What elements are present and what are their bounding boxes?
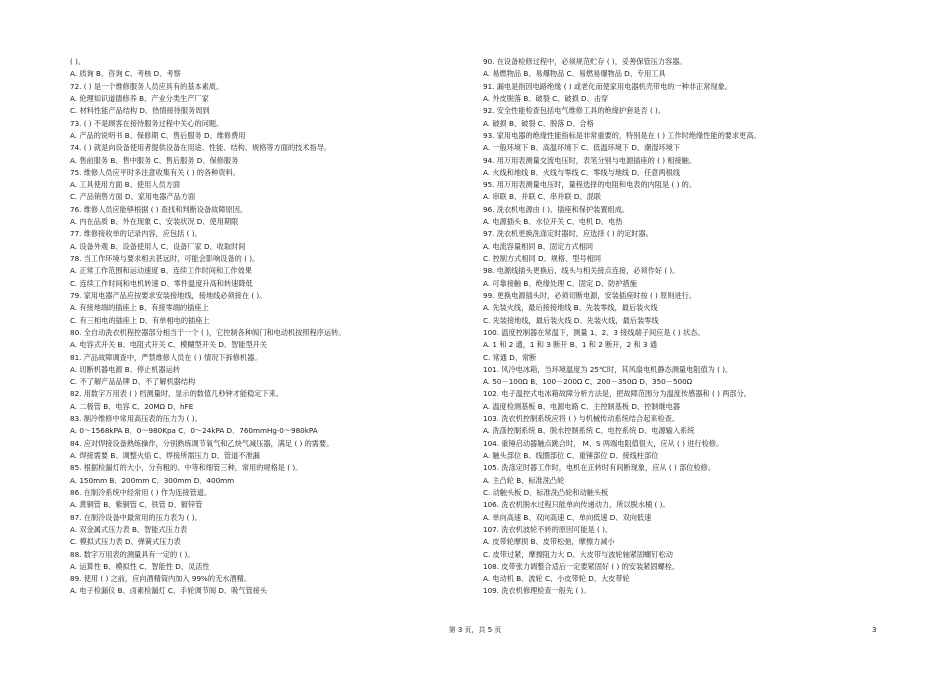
question-line: 83. 制冷维修中常用高压表的压力为 ( )。 (70, 414, 202, 424)
question-line: A. 焊接需要 B、调整火焰 C、焊接所需压力 D、管道不泄漏 (70, 451, 260, 460)
left-column (70, 56, 470, 598)
question-line: A. 可靠接触 B、绝缘处理 C、固定 D、防护措施 (483, 278, 637, 288)
question-line: 91. 漏电是指因电路绝缘 ( ) 或老化而使家用电器机壳带电的一种非正常现象。 (483, 81, 732, 91)
question-line: A. 易燃物品 B、易爆物品 C、易燃易爆物品 D、专用工具 (483, 69, 666, 79)
question-line: C. 常通 D、常断 (483, 352, 537, 362)
question-line: A. 温度检测基板 B、电源电路 C、主控制基板 D、控制继电器 (483, 401, 681, 411)
question-line: A. 内在品质 B、外在现象 C、安装状况 D、使用期限 (70, 217, 239, 227)
question-line: A. 1 和 2 通，1 和 3 断开 B、1 和 2 断开，2 和 3 通 (483, 340, 658, 350)
question-line: A. 伦理知识道德修养 B、产业分类生产厂家 (70, 93, 209, 103)
question-line: C. 动触头板 D、标准洗凸轮和动触头板 (483, 487, 609, 497)
question-line: A. 双金属式压力表 B、智能式压力表 (70, 524, 188, 534)
question-line: A. 一般环境下 B、高温环境下 C、低温环境下 D、潮湿环境下 (483, 143, 681, 153)
question-line: A. 串联 B、并联 C、串并联 D、混联 (483, 192, 601, 202)
question-line: 81. 产品故障调查中，严禁维修人员在 ( ) 情况下拆修机器。 (70, 352, 262, 362)
question-line: A. 先装火线，最后接接地线 B、先装零线，最后装火线 (483, 303, 658, 313)
question-line: 84. 应对焊接设备熟练操作，分别熟练调节氧气和乙炔气减压器，满足 ( ) 的需要。 (70, 438, 334, 448)
question-line: 97. 洗衣机更换洗涤定时器时，应选择 ( ) 的定时器。 (483, 229, 653, 239)
question-line: 103. 洗衣机控制系统应将 ( ) 与机械传动系统结合起来检查。 (483, 414, 680, 424)
page-info: 第 3 页，共 5 页 (448, 626, 502, 634)
question-line: 102. 电子温控式电冰箱故障分析方法是，把故障范围分为温度传感器和 ( ) 两部分。 (483, 389, 751, 399)
question-line: A. 设备外观 B、设备使用人 C、设备厂家 D、收取时间 (70, 241, 246, 251)
question-line: 77. 维修接收单的记录内容，应包括 ( )。 (70, 229, 202, 239)
question-line: C. 连续工作时间和电机转速 D、零件温度升高和转速降低 (70, 278, 253, 288)
question-line: 107. 洗衣机波轮不转的原因可能是 ( )。 (483, 524, 613, 534)
question-line: 88. 数字万用表的测量具有一定的 ( )。 (70, 549, 195, 559)
question-line: A. 电源插头 B、水位开关 C、电机 D、电热 (483, 217, 623, 227)
question-line: 72. ( ) 是一个维修服务人员应具有的基本素质。 (70, 81, 224, 91)
question-line: A. 破损 B、破裂 C、脱落 D、合格 (483, 118, 594, 128)
question-line: 85. 根据检漏灯的大小，分有粗的、中等和细管三种，常用的规格是 ( )。 (70, 463, 303, 473)
question-line: A. 运算性 B、模拟性 C、智能性 D、灵活性 (70, 561, 210, 571)
question-line: A. 黄铜管 B、紫铜管 C、铁管 D、镀锌管 (70, 500, 203, 510)
question-line: A. 有接地端的插座上 B、有接零端的插座上 (70, 303, 209, 313)
question-line: 90. 在设备检修过程中，必须规范贮存 ( )，妥善保管压力容器。 (483, 57, 687, 66)
question-line: C. 模拟式压力表 D、弹簧式压力表 (70, 537, 181, 547)
question-line: 73. ( ) 不是顾客在接待服务过程中关心的问题。 (70, 118, 224, 128)
question-line: 100. 温度控制器在常温下，测量 1、2、3 接线端子间应是 ( ) 状态。 (483, 327, 705, 337)
question-line: 89. 使用 ( ) 之前，应向酒精筒内加入 99%的无水酒精。 (70, 574, 252, 584)
question-line: A. 触头部位 B、线圈部位 C、重锤部位 D、接线柱部位 (483, 451, 659, 460)
question-line: 86. 在制冷系统中经常用 ( ) 作为连接管道。 (70, 487, 212, 497)
question-line: C. 先装接地线，最后装火线 D、先装火线，最后装零线 (483, 315, 659, 325)
question-line: A. 正常工作范围和运动速度 B、连续工作时间和工作效果 (70, 266, 252, 276)
question-line: A. 单向高速 B、双向高速 C、单向低速 D、双向低速 (483, 512, 652, 522)
question-line: A. 50－100Ω B、100－200Ω C、200－350Ω D、350－500Ω (483, 377, 693, 387)
question-line: C. 皮带过紧，摩擦阻力大 D、大皮带与波轮轴紧固螺钉松动 (483, 549, 673, 559)
question-line: A. 外皮脱落 B、破裂 C、破损 D、击穿 (483, 93, 609, 103)
question-line: A. 切断机器电源 B、停止机器运转 (70, 364, 181, 374)
question-line: 82. 用数字万用表 ( ) 档测量时，显示的数值几秒钟才能稳定下来。 (70, 389, 284, 399)
question-line: A. 售前服务 B、售中服务 C、售后服务 D、保修服务 (70, 155, 239, 165)
question-line: A. 二极管 B、电容 C、20MΩ D、hFE (70, 401, 194, 411)
question-line: 80. 全自动洗衣机程控器部分相当于一个 ( )，它控制各种阀门和电动机按照程序运转。 (70, 327, 346, 337)
question-line: 74. ( ) 就是向设备使用者提供设备在用途、性能、结构、规格等方面的技术指导。 (70, 143, 332, 153)
question-line: A. 洗涤控制系统 B、脱水控制系统 C、电控系统 D、电源输入系统 (483, 426, 695, 436)
question-line: 109. 洗衣机修理检查一般先 ( )。 (483, 586, 591, 596)
question-line: 106. 洗衣机脱水过程只能单向传递动力，所以脱水桶 ( )。 (483, 500, 670, 510)
question-line: A. 质询 B、咨询 C、考核 D、考察 (70, 69, 181, 79)
question-line: A. 电流容量相同 B、固定方式相同 (483, 241, 594, 251)
question-line: 108. 皮带张力调整合适后一定要紧固好 ( ) 的安装紧固螺栓。 (483, 561, 680, 571)
question-line: 87. 在制冷设备中最常用的压力表为 ( )。 (70, 512, 202, 522)
question-line: 98. 电源线插头更换后，线头与相关接点连接，必须作好 ( )。 (483, 266, 680, 276)
question-line: C. 控制方式相同 D、规格、型号相同 (483, 254, 602, 263)
question-line: 99. 更换电源插头时，必须切断电源，安装插座时按 ( ) 原则进行。 (483, 290, 697, 300)
question-line: C. 有三相电的插座上 D、有单相电的插座上 (70, 315, 210, 325)
question-line: 95. 用万用表测量电压时，量程选择的电阻和电表的内阻是 ( ) 的。 (483, 180, 697, 190)
question-line: 76. 维修人员应能够根据 ( ) 查找和判断设备故障原因。 (70, 204, 248, 214)
question-line: 93. 家用电器的绝缘性能指标是非常重要的，特别是在 ( ) 工作时绝缘性能的要求更高。 (483, 130, 761, 140)
page-number: 3 (872, 626, 877, 634)
question-line: 101. 风冷电冰箱，当环境温度为 25℃时，其风扇电机静态测量电阻值为 ( )。 (483, 364, 733, 374)
question-line: ( )。 (70, 57, 86, 66)
question-line: A. 主凸轮 B、标准洗凸轮 (483, 475, 565, 485)
question-line: A. 工具使用方面 B、使用人员方面 (70, 180, 181, 190)
question-line: 94. 用万用表测量交流电压时，表笔分别与电源插座的 ( ) 相接触。 (483, 155, 697, 165)
question-line: 78. 当工作环境与要求相去甚远时，可能会影响设备的 ( )。 (70, 254, 260, 263)
question-line: 96. 洗衣机电源由 ( )、插座和保护装置组成。 (483, 204, 630, 214)
question-line: A. 产品的说明书 B、保修期 C、售后服务 D、维修费用 (70, 130, 246, 140)
question-line: A. 150mm B．200mm C．300mm D．400mm (70, 475, 235, 485)
question-line: C. 不了解产品品牌 D、不了解机器结构 (70, 377, 196, 387)
question-line: C. 材料性能产品结构 D、热情接待服务周到 (70, 106, 210, 116)
question-line: A. 电子检漏仪 B、卤素检漏灯 C、手轮调节阀 D、吸气管接头 (70, 586, 268, 596)
question-line: 105. 洗涤定时器工作时，电机在正转时有间断现象，应从 ( ) 部位检修。 (483, 463, 716, 473)
question-line: A. 电容式开关 B、电阻式开关 C、模糊型开关 D、智能型开关 (70, 340, 268, 350)
question-line: A. 皮带轮摩损 B、皮带松弛，摩擦力减小 (483, 537, 615, 547)
right-column (483, 56, 883, 598)
question-line: 104. 重锤启动器触点跳合时， M、S 两端电阻值很大，应从 ( ) 进行检修。 (483, 438, 724, 448)
question-line: 92. 安全性能检查包括电气维修工具的绝缘护套是否 ( )。 (483, 106, 666, 116)
question-line: A. 电动机 B、波轮 C、小皮带轮 D、大皮带轮 (483, 574, 630, 584)
question-line: A. 0～1568kPA B．0～980Kpa C．0～24kPA D．760mmHg·0～980kPA (70, 426, 318, 436)
question-line: C. 产品销售方面 D、家用电器产品方面 (70, 192, 196, 202)
question-line: 75. 维修人员应平时多注意收集有关 ( ) 的各种资料。 (70, 167, 240, 177)
question-line: 79. 家用电器产品应按要求安装接地线，接地线必须接在 ( )。 (70, 290, 267, 300)
question-line: A. 火线和地线 B、火线与零线 C、零线与地线 D、任意两根线 (483, 167, 681, 177)
